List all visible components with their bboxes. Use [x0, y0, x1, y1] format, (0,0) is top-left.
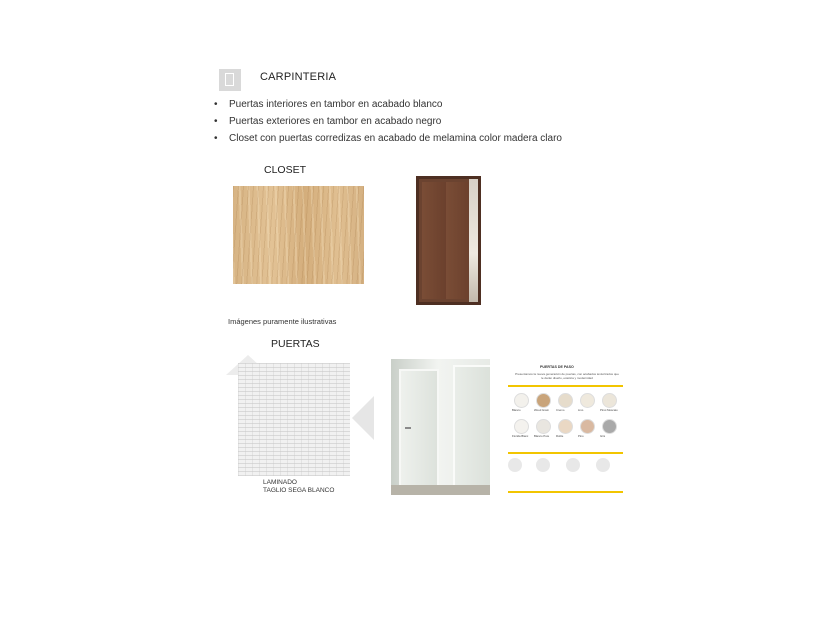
- laminate-caption: LAMINADO TAGLIO SEGA BLANCO: [263, 479, 335, 494]
- color-swatch: [558, 419, 573, 434]
- color-swatch-label: Florida Blanc: [512, 434, 529, 438]
- color-swatch: [580, 419, 595, 434]
- color-swatch-label: Pino: [578, 434, 584, 438]
- color-swatch: [558, 393, 573, 408]
- color-swatch: [536, 419, 551, 434]
- list-item: • Closet con puertas corredizas en acabado de melamina color madera claro: [214, 133, 562, 144]
- feature-icon: [596, 458, 610, 472]
- color-swatch-label: Roble: [556, 434, 564, 438]
- color-swatch: [536, 393, 551, 408]
- bullet-list: [214, 98, 562, 149]
- color-swatch-label: Gris: [600, 434, 606, 438]
- feature-icon: [508, 458, 522, 472]
- color-swatch: [514, 419, 529, 434]
- closet-caption: Imágenes puramente ilustrativas: [228, 317, 337, 326]
- feature-icon: [536, 458, 550, 472]
- color-swatch-label: Blanco Pure: [534, 434, 550, 438]
- color-swatch-label: Wood Grain: [534, 408, 549, 412]
- catalog-subtitle: Presentamos la nueva generación de puertas, con acabados texturizados que le darán diseño, estética y modernidad: [515, 372, 619, 380]
- accent-bar: [508, 452, 623, 454]
- color-swatch-label: Cremo: [556, 408, 565, 412]
- carpentry-door-icon: [219, 69, 241, 91]
- light-wood-swatch-image: [233, 186, 364, 284]
- color-swatch-label: Pinot Moscato: [600, 408, 618, 412]
- list-item: • Puertas interiores en tambor en acabado blanco: [214, 99, 443, 110]
- decorative-arrow-shape: [352, 396, 374, 440]
- color-swatch: [602, 393, 617, 408]
- color-swatch-label: Lino: [578, 408, 584, 412]
- color-swatch: [602, 419, 617, 434]
- section-title: CARPINTERIA: [260, 71, 337, 83]
- color-swatch: [580, 393, 595, 408]
- feature-icon: [566, 458, 580, 472]
- color-swatch-label: Blanco: [512, 408, 521, 412]
- catalog-title: PUERTAS DE PASO: [540, 365, 574, 369]
- accent-bar: [508, 491, 623, 493]
- white-laminate-swatch-image: [238, 363, 350, 476]
- list-item: • Puertas exteriores en tambor en acabado negro: [214, 116, 442, 127]
- closet-photo: [416, 176, 481, 305]
- color-swatch: [514, 393, 529, 408]
- door-catalog-image: [490, 359, 623, 495]
- closet-label: CLOSET: [264, 164, 307, 176]
- puertas-label: PUERTAS: [271, 338, 320, 350]
- accent-bar: [508, 385, 623, 387]
